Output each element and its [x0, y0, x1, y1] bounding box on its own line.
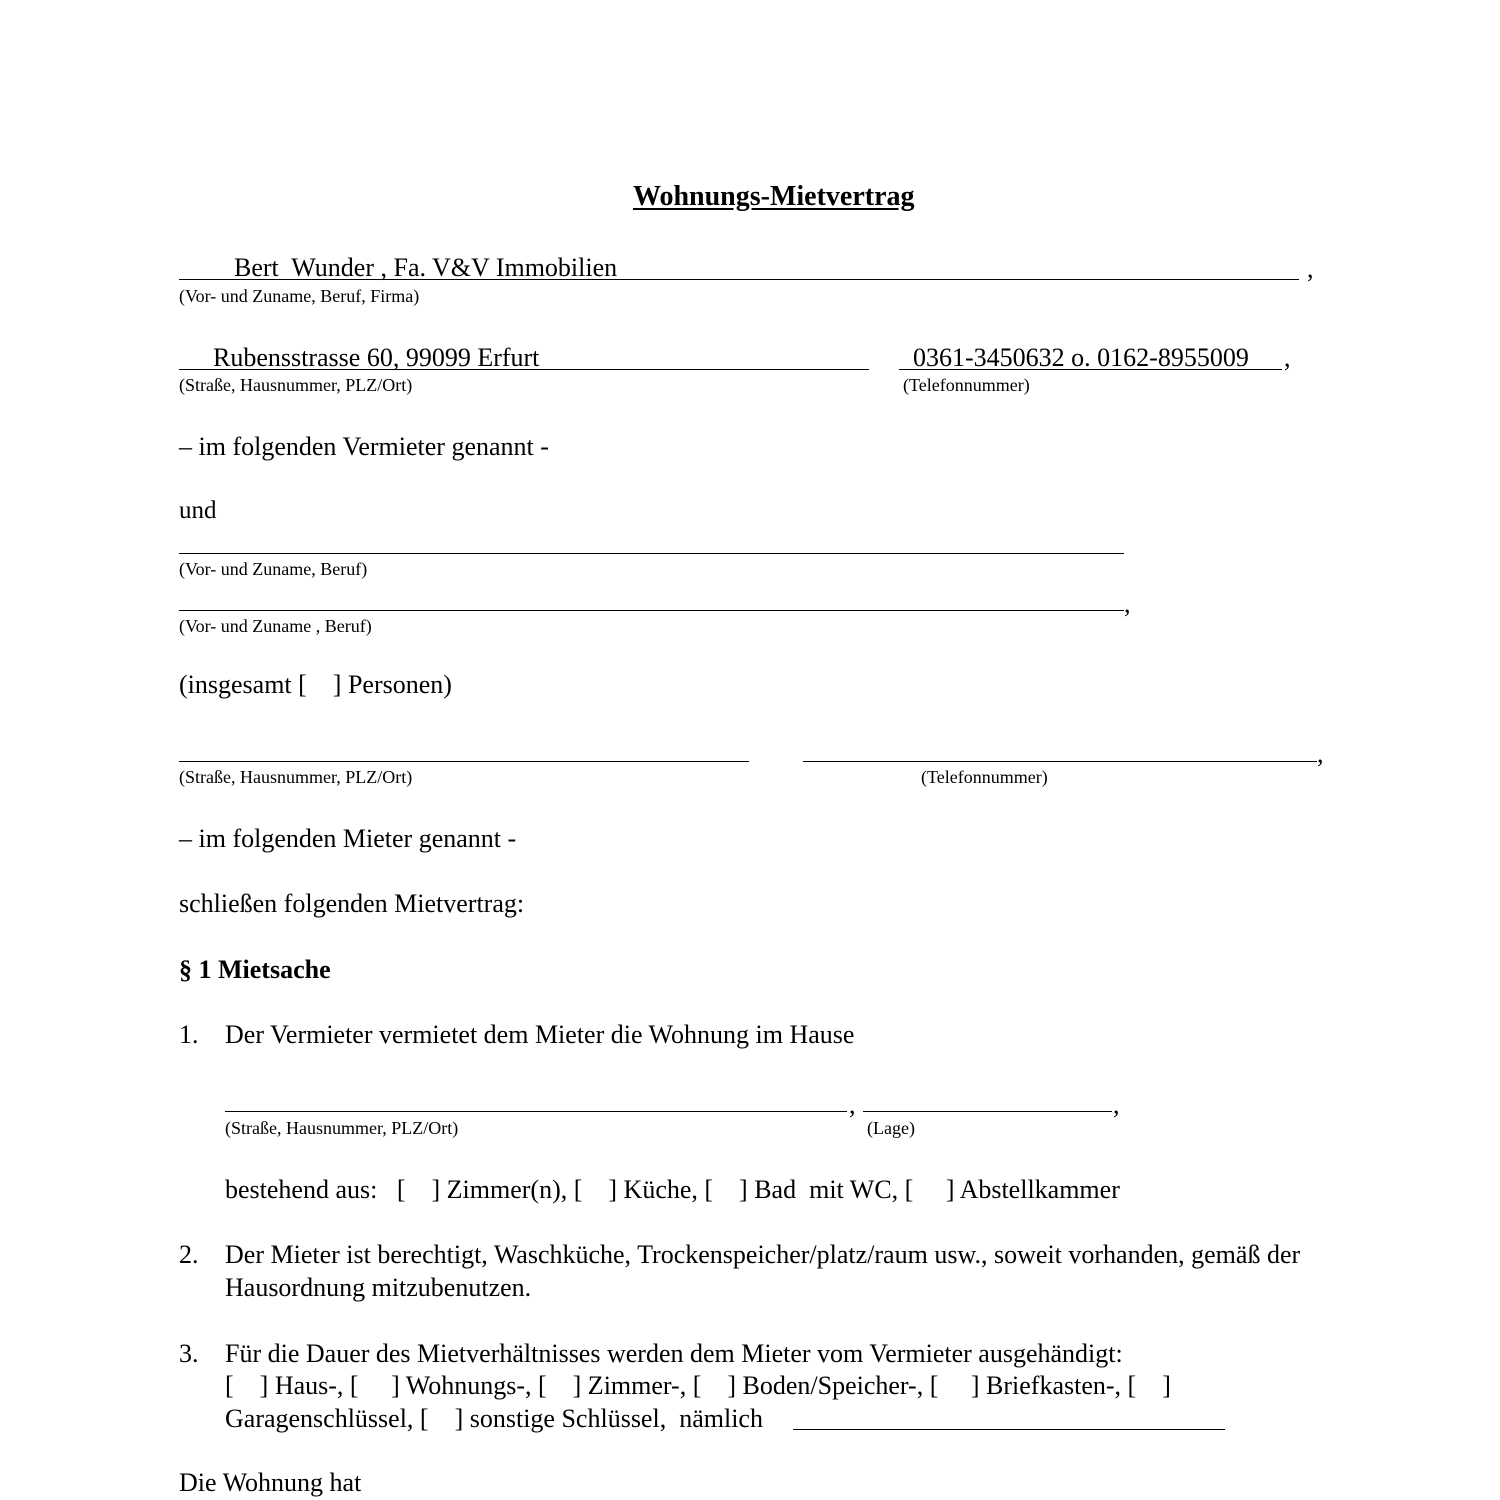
landlord-phone-caption: (Telefonnummer) — [903, 375, 1030, 395]
tenant-name2-caption: (Vor- und Zuname , Beruf) — [179, 616, 372, 636]
landlord-phone-value: 0361-3450632 o. 0162-8955009 — [913, 343, 1249, 372]
item1-address-caption: (Straße, Hausnummer, PLZ/Ort) — [225, 1118, 459, 1138]
item2-line2: Hausordnung mitzubenutzen. — [225, 1273, 532, 1302]
tenant-role-text: – im folgenden Mieter genannt - — [179, 824, 517, 853]
item2-number: 2. — [179, 1240, 199, 1269]
item1-address-line — [225, 1111, 847, 1112]
item1-location-comma: , — [1113, 1090, 1120, 1119]
tenant-address-caption: (Straße, Hausnummer, PLZ/Ort) — [179, 767, 413, 787]
landlord-name-value: Bert Wunder , Fa. V&V Immobilien — [234, 253, 618, 282]
item3-keys-line — [793, 1429, 1225, 1430]
landlord-phone-comma: , — [1284, 343, 1291, 372]
item3-number: 3. — [179, 1339, 199, 1368]
contract-intro-text: schließen folgenden Mietvertrag: — [179, 889, 525, 918]
item1-rooms-text: bestehend aus: [ ] Zimmer(n), [ ] Küche, [ ] Bad mit WC, [ ] Abstellkammer — [225, 1175, 1120, 1204]
landlord-role-text: – im folgenden Vermieter genannt - — [179, 432, 549, 461]
landlord-name-comma: , — [1307, 254, 1314, 283]
tenant-name2-line — [179, 610, 1124, 611]
item1-location-line — [863, 1111, 1112, 1112]
item3-line1: Für die Dauer des Mietverhältnisses werden dem Mieter vom Vermieter ausgehändigt: — [225, 1339, 1123, 1368]
tenant-address-line — [179, 761, 749, 762]
tenant-phone-line — [803, 761, 1317, 762]
section1-heading: § 1 Mietsache — [179, 955, 331, 984]
item1-location-caption: (Lage) — [867, 1118, 915, 1138]
tenant-name2-comma: , — [1124, 589, 1131, 618]
tenant-phone-comma: , — [1317, 739, 1324, 768]
tenant-name1-line — [179, 553, 1124, 554]
tenant-phone-caption: (Telefonnummer) — [921, 767, 1048, 787]
trailing-text: Die Wohnung hat — [179, 1468, 362, 1497]
item1-number: 1. — [179, 1020, 199, 1049]
landlord-address-caption: (Straße, Hausnummer, PLZ/Ort) — [179, 375, 413, 395]
document-title: Wohnungs-Mietvertrag — [633, 181, 915, 212]
tenant-name1-caption: (Vor- und Zuname, Beruf) — [179, 559, 368, 579]
conjunction-text: und — [179, 497, 217, 524]
item3-line3: Garagenschlüssel, [ ] sonstige Schlüssel, nämlich — [225, 1404, 763, 1433]
item3-line2: [ ] Haus-, [ ] Wohnungs-, [ ] Zimmer-, [ ] Boden/Speicher-, [ ] Briefkasten-, [ ] — [225, 1371, 1171, 1400]
item1-address-comma: , — [849, 1090, 856, 1119]
item2-line1: Der Mieter ist berechtigt, Waschküche, Trockenspeicher/platz/raum usw., soweit vorhanden, gemäß der — [225, 1240, 1301, 1269]
landlord-address-value: Rubensstrasse 60, 99099 Erfurt — [213, 343, 540, 372]
landlord-name-caption: (Vor- und Zuname, Beruf, Firma) — [179, 286, 420, 306]
tenant-persons-text: (insgesamt [ ] Personen) — [179, 670, 452, 699]
item1-text: Der Vermieter vermietet dem Mieter die Wohnung im Hause — [225, 1020, 855, 1049]
